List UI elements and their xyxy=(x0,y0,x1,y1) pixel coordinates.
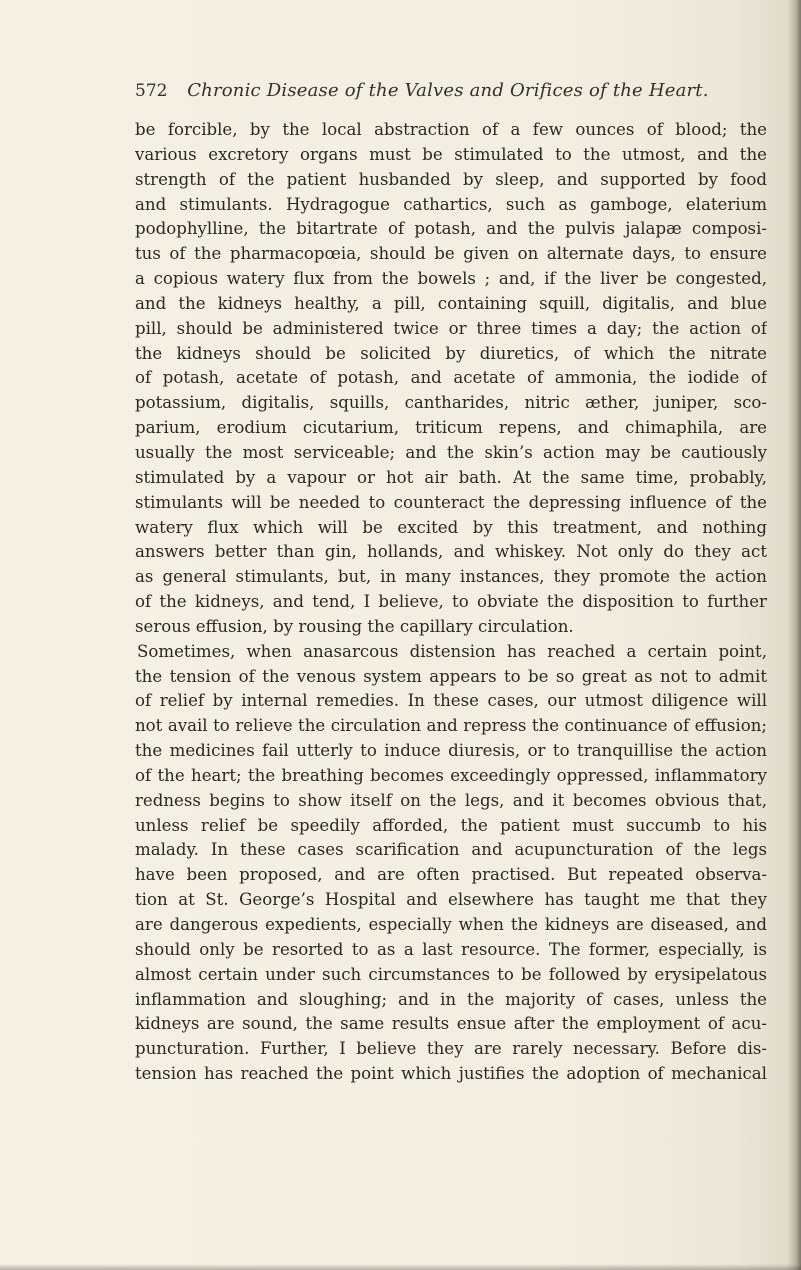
text-line: Sometimes, when anasarcous distension has reached a certain point, xyxy=(137,641,767,661)
text-line: stimulated by a vapour or hot air bath. At the same time, probably, xyxy=(135,467,767,487)
text-line: the medicines fail utterly to induce diuresis, or to tranquillise the action xyxy=(135,741,767,761)
text-line: pill, should be administered twice or three times a day; the action of xyxy=(135,318,767,338)
page-number: 572 xyxy=(135,81,168,101)
text-line: and stimulants. Hydragogue cathartics, such as gamboge, elaterium xyxy=(135,194,767,214)
text-line: tion at St. George’s Hospital and elsewhere has taught me that they xyxy=(135,890,767,910)
text-line: strength of the patient husbanded by sleep, and supported by food xyxy=(135,169,767,189)
page-gutter-shadow xyxy=(787,0,801,1270)
text-line: serous effusion, by rousing the capillary circulation. xyxy=(135,616,574,636)
text-line: tus of the pharmacopœia, should be given on alternate days, to ensure xyxy=(135,244,767,264)
text-line: kidneys are sound, the same results ensue after the employment of acu- xyxy=(135,1014,767,1034)
text-line: watery flux which will be excited by this treatment, and nothing xyxy=(135,517,767,537)
text-line: and the kidneys healthy, a pill, containing squill, digitalis, and blue xyxy=(135,293,767,313)
body-text xyxy=(135,118,767,1087)
text-line: malady. In these cases scarification and acupuncturation of the legs xyxy=(135,840,767,860)
text-line: tension has reached the point which justifies the adoption of mechanical xyxy=(135,1064,767,1084)
text-line: puncturation. Further, I believe they are rarely necessary. Before dis- xyxy=(135,1039,767,1059)
text-line: of relief by internal remedies. In these cases, our utmost diligence will xyxy=(135,691,767,711)
text-line: the kidneys should be solicited by diuretics, of which the nitrate xyxy=(135,343,767,363)
text-line: podophylline, the bitartrate of potash, and the pulvis jalapæ composi- xyxy=(135,219,767,239)
text-line: as general stimulants, but, in many instances, they promote the action xyxy=(135,567,767,587)
text-line: usually the most serviceable; and the skin’s action may be cautiously xyxy=(135,442,767,462)
text-line: of the kidneys, and tend, I believe, to obviate the disposition to further xyxy=(135,592,767,612)
text-line: parium, erodium cicutarium, triticum repens, and chimaphila, are xyxy=(135,418,767,438)
text-line: a copious watery flux from the bowels ; and, if the liver be congested, xyxy=(135,269,767,289)
text-line: redness begins to show itself on the legs, and it becomes obvious that, xyxy=(135,790,767,810)
page-bottom-shadow xyxy=(0,1264,801,1270)
text-line: are dangerous expedients, especially when the kidneys are diseased, and xyxy=(135,915,767,934)
text-line: inflammation and sloughing; and in the majority of cases, unless the xyxy=(135,989,767,1009)
text-line: of the heart; the breathing becomes exceedingly oppressed, inflammatory xyxy=(135,765,767,785)
text-line: have been proposed, and are often practised. But repeated observa- xyxy=(135,865,767,885)
text-line: the tension of the venous system appears to be so great as not to admit xyxy=(135,666,767,686)
text-line: potassium, digitalis, squills, cantharides, nitric æther, juniper, sco- xyxy=(135,393,767,413)
text-line: answers better than gin, hollands, and whiskey. Not only do they act xyxy=(135,542,767,562)
running-head xyxy=(135,80,709,102)
text-line: stimulants will be needed to counteract the depressing influence of the xyxy=(135,492,767,512)
text-line: various excretory organs must be stimulated to the utmost, and the xyxy=(135,144,767,164)
text-line: of potash, acetate of potash, and acetate of ammonia, the iodide of xyxy=(135,368,767,388)
text-line: not avail to relieve the circulation and repress the continuance of effusion; xyxy=(135,716,767,736)
text-line: should only be resorted to as a last resource. The former, especially, is xyxy=(135,939,767,959)
text-line: almost certain under such circumstances to be followed by erysipelatous xyxy=(135,964,767,984)
text-line: be forcible, by the local abstraction of a few ounces of blood; the xyxy=(135,120,767,139)
text-line: unless relief be speedily afforded, the patient must succumb to his xyxy=(135,815,767,835)
running-title: Chronic Disease of the Valves and Orifices of the Heart. xyxy=(187,80,709,101)
